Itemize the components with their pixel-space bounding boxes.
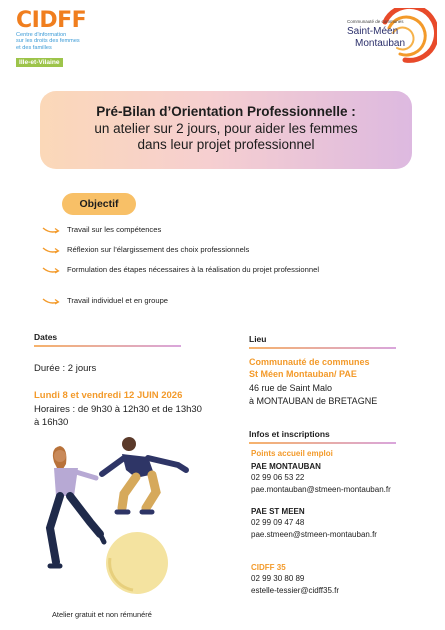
cidff-logo [16,10,126,70]
dates-jours: Lundi 8 et vendredi 12 JUIN 2026 [34,390,183,401]
infos-points-accueil: Points accueil emploi [251,449,333,458]
pae-stmeen-email[interactable]: pae.stmeen@stmeen-montauban.fr [251,530,377,539]
arrow-icon [42,297,60,305]
infos-underline [249,442,396,444]
lieu-underline [249,347,396,349]
title-banner [40,91,412,169]
objectif-pill: Objectif [62,193,136,215]
dates-horaires-line1: Horaires : de 9h30 à 12h30 et de 13h30 [34,404,202,415]
pae-montauban-phone[interactable]: 02 99 06 53 22 [251,473,305,482]
illustration-people-balancing [38,430,198,600]
banner-subtitle-line2: dans leur projet professionnel [137,137,315,152]
pae-montauban-title: PAE MONTAUBAN [251,462,321,471]
dates-horaires-line2: à 16h30 [34,417,69,428]
lieu-org-line1: Communauté de communes [249,357,370,367]
lieu-address-line2: à MONTAUBAN de BRETAGNE [249,396,378,406]
dates-underline [34,345,181,347]
lieu-org-line2: St Méen Montauban/ PAE [249,369,357,379]
pae-stmeen-phone[interactable]: 02 99 09 47 48 [251,518,305,527]
cidff35-email[interactable]: estelle-tessier@cidff35.fr [251,586,340,595]
smm-small-text: Communauté de communes [347,19,404,24]
dates-duree: Durée : 2 jours [34,363,97,374]
smm-name-line2: Montauban [355,38,406,49]
lieu-heading: Lieu [249,334,267,344]
arrow-icon [42,266,60,274]
lieu-address-line1: 46 rue de Saint Malo [249,383,333,393]
cidff-region-badge: Ille-et-Vilaine [16,58,63,67]
dates-heading: Dates [34,332,58,342]
footer-note: Atelier gratuit et non rémunéré [52,610,152,619]
pae-montauban-email[interactable]: pae.montauban@stmeen-montauban.fr [251,485,391,494]
cidff35-phone[interactable]: 02 99 30 80 89 [251,574,305,583]
arrow-icon [42,226,60,234]
cidff-tagline: Centre d'information sur les droits des femmes et des familles [16,32,80,51]
smm-logo [345,8,437,66]
smm-name-line1: Saint-Méen [347,26,399,37]
cidff35-title: CIDFF 35 [251,563,286,572]
cidff-wordmark: CIDFF [16,8,87,33]
banner-title: Pré-Bilan d’Orientation Professionnelle : [96,104,356,119]
infos-heading: Infos et inscriptions [249,429,330,439]
arrow-icon [42,246,60,254]
sun-swirl-icon [345,8,437,66]
banner-subtitle-line1: un atelier sur 2 jours, pour aider les femmes [94,121,358,136]
pae-stmeen-title: PAE ST MEEN [251,507,305,516]
